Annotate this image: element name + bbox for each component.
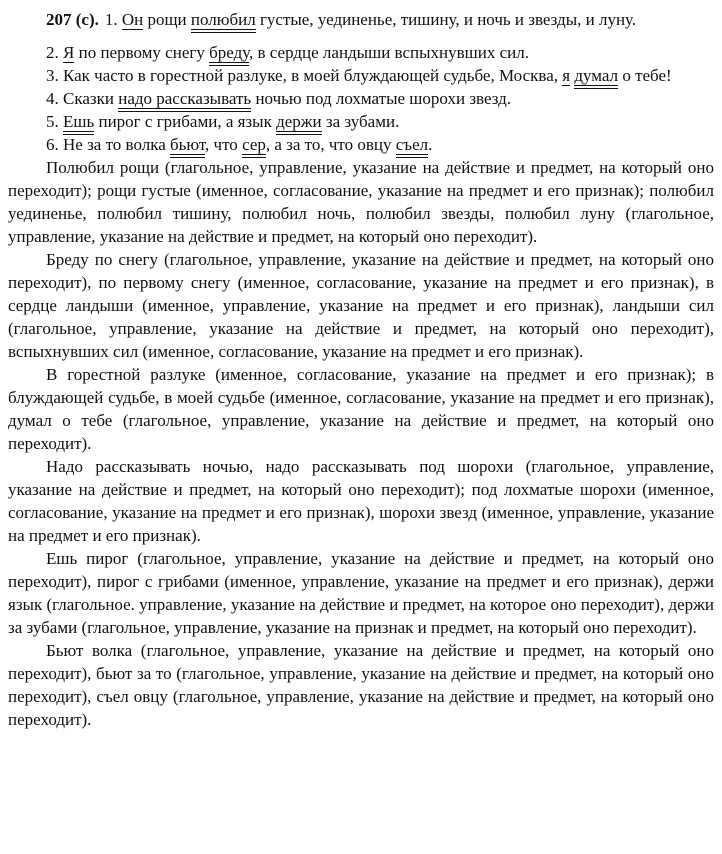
sentence <box>8 41 714 64</box>
plain-text: густые, уединенье, тишину, и ночь и звезды, и луну. <box>255 10 637 29</box>
exercise-number: 207 (с). <box>46 10 99 29</box>
sentence-text <box>46 112 399 135</box>
plain-text: 4. Сказки <box>46 89 119 108</box>
predicate-word: бьют <box>170 135 205 158</box>
sentence <box>8 8 714 31</box>
plain-text: 6. Не за то волка <box>46 135 171 154</box>
sentence-text <box>46 66 672 89</box>
predicate-word: думал <box>574 66 618 89</box>
plain-text: , что <box>205 135 243 154</box>
analysis-paragraph: Бьют волка (глагольное, управление, указание на действие и предмет, на который оно переходит), бьют за то (глагольное, управление, указание на действие и предмет, на который оно переходит), съел овцу (глагольное, управление, указание на действие и предмет, на который оно переходит). <box>8 641 714 729</box>
analysis-paragraph: Бреду по снегу (глагольное, управление, указание на действие и предмет, на который оно переходит), по первому снегу (именное, согласование, указание на предмет и его признак), в сердце ландыши (именное, управление, указание на предмет и его признак), ландыши сил (глагольное, управление, указание на действие и предмет, на который оно переходит), вспыхнувших сил (именное, согласование, указание на предмет и его признак). <box>8 250 714 361</box>
plain-text: . <box>428 135 433 154</box>
sentence-text <box>46 135 432 158</box>
plain-text: 2. <box>46 43 63 62</box>
plain-text: 3. Как часто в горестной разлуке, в моей блуждающей судьбе, Москва, <box>46 66 563 85</box>
sentence <box>8 64 714 87</box>
predicate-word: надо рассказывать <box>118 89 251 112</box>
subject-word: Я <box>63 43 75 62</box>
plain-text: рощи <box>143 10 191 29</box>
predicate-word: держи <box>276 112 322 135</box>
plain-text: ночью под лохматые шорохи звезд. <box>251 89 512 108</box>
analysis-paragraph: Надо рассказывать ночью, надо рассказывать под шорохи (глагольное, управление, указание на действие и предмет, на который оно переходит); под лохматые шорохи (именное, согласование, указание на предмет и его признак), шорохи звезд (именное, управление, указание на предмет и его признак). <box>8 457 714 545</box>
plain-text: 1. <box>104 10 122 29</box>
analysis-paragraph: Полюбил рощи (глагольное, управление, указание на действие и предмет, на который оно переходит); рощи густые (именное, согласование, указание на предмет и его признак); полюбил уединенье, полюбил тишину, полюбил ночь, полюбил звезды, полюбил луну (глагольное, управление, указание на действие и предмет, на который оно переходит). <box>8 158 714 246</box>
subject-word: Он <box>121 10 144 29</box>
plain-text: о тебе! <box>618 66 672 85</box>
predicate-word: бреду <box>209 43 249 66</box>
plain-text: 5. <box>46 112 63 131</box>
subject-word: я <box>562 66 571 85</box>
sentence-text <box>46 43 529 66</box>
analysis-paragraph: Ешь пирог (глагольное, управление, указание на действие и предмет, на который оно переходит), пирог с грибами (именное, управление, указание на предмет и его признак), держи язык (глагольное. управление, указание на действие и предмет, на которое оно переходит), держи за зубами (глагольное, управление, указание на признак и предмет, на который оно переходит). <box>8 549 714 637</box>
predicate-word: полюбил <box>191 10 256 33</box>
plain-text: , в сердце ландыши вспыхнувших сил. <box>249 43 529 62</box>
sentence <box>8 110 714 133</box>
sentence <box>8 87 714 110</box>
plain-text: по первому снегу <box>74 43 210 62</box>
sentence-text <box>46 89 511 112</box>
plain-text: пирог с грибами, а язык <box>94 112 277 131</box>
analysis-paragraph: В горестной разлуке (именное, согласование, указание на предмет и его признак); в блуждающей судьбе, в моей судьбе (именное, согласование, указание на предмет и его признак), думал о тебе (глагольное, управление, указание на действие и предмет, на который оно переходит). <box>8 365 714 453</box>
plain-text: , а за то, что овцу <box>265 135 396 154</box>
plain-text: за зубами. <box>321 112 400 131</box>
sentence <box>8 133 714 156</box>
sentence-text <box>105 10 636 33</box>
predicate-word: сер <box>242 135 266 158</box>
predicate-word: съел <box>396 135 428 158</box>
predicate-word: Ешь <box>63 112 94 135</box>
